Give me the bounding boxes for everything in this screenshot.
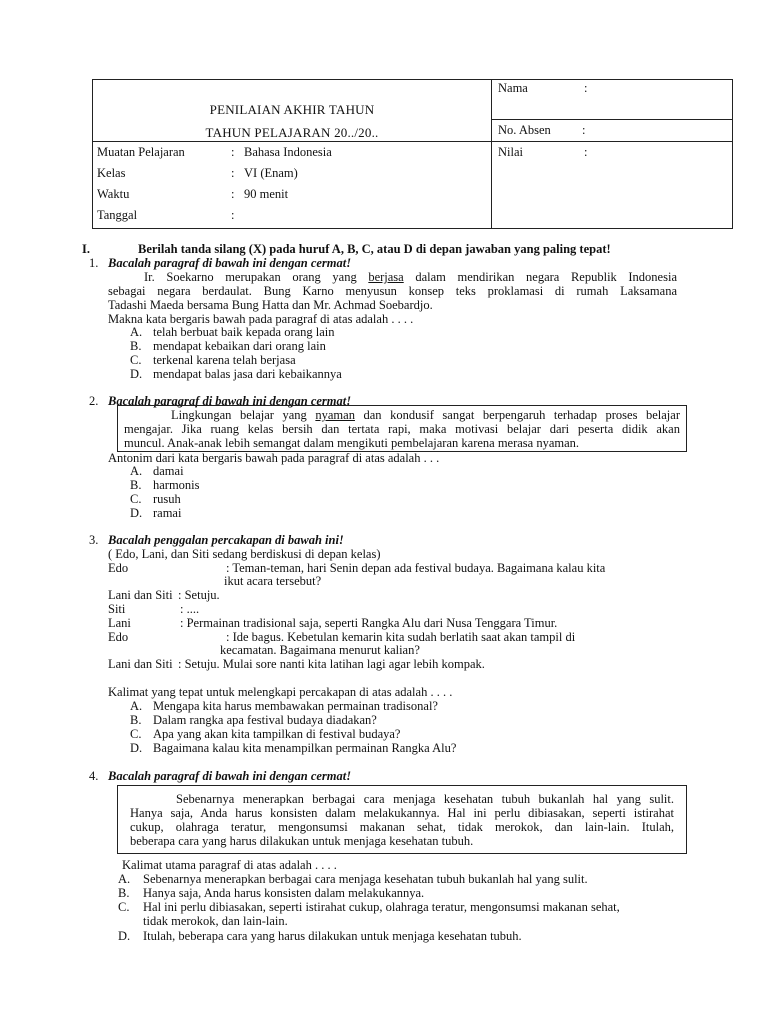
dialog-line: : Setuju. Mulai sore nanti kita latihan lagi agar lebih kompak.: [178, 657, 485, 671]
field-label: Kelas: [97, 166, 126, 180]
dialog-speaker: Lani dan Siti: [108, 657, 173, 671]
exam-title-cell: [93, 80, 492, 142]
q4-option-a[interactable]: A. Sebenarnya menerapkan berbagai cara menjaga kesehatan tubuh bukanlah hal yang sulit.: [118, 872, 588, 886]
q1-option-a[interactable]: A. telah berbuat baik kepada orang lain: [130, 325, 335, 339]
q1-option-b[interactable]: B. mendapat kebaikan dari orang lain: [130, 339, 326, 353]
q1-option-d[interactable]: D. mendapat balas jasa dari kebaikannya: [130, 367, 342, 381]
nama-colon: :: [584, 81, 588, 95]
q3-number: 3.: [89, 533, 99, 547]
exam-header-table: [92, 79, 733, 229]
nilai-label: Nilai: [498, 145, 523, 159]
q2-option-b[interactable]: B. harmonis: [130, 478, 200, 492]
q1-number: 1.: [89, 256, 99, 270]
q2-option-c[interactable]: C. rusuh: [130, 492, 181, 506]
field-colon: :: [231, 145, 235, 159]
q4-paragraph-line3: cukup, olahraga teratur, mengonsumsi makanan sehat, tidak merokok, dan lain-lain. Itulah,: [130, 820, 674, 834]
exam-title-line1: PENILAIAN AKHIR TAHUN: [209, 102, 375, 117]
q4-paragraph-box: [117, 785, 687, 854]
q4-option-c[interactable]: C. Hal ini perlu dibiasakan, seperti istirahat cukup, olahraga teratur, mengonsumsi makanan sehat,: [118, 900, 620, 914]
dialog-line-cont: ikut acara tersebut?: [224, 574, 322, 588]
q1-option-c[interactable]: C. terkenal karena telah berjasa: [130, 353, 296, 367]
q2-paragraph-line1: Lingkungan belajar yang nyaman dan kondusif sangat berpengaruh terhadap proses belajar: [171, 408, 680, 422]
q1-question: Makna kata bergaris bawah pada paragraf di atas adalah . . . .: [108, 312, 414, 326]
q2-question: Antonim dari kata bergaris bawah pada paragraf di atas adalah . . .: [108, 451, 440, 465]
q4-question: Kalimat utama paragraf di atas adalah . . . .: [122, 858, 337, 872]
q2-option-a[interactable]: A. damai: [130, 464, 184, 478]
dialog-line-cont: kecamatan. Bagaimana menurut kalian?: [220, 643, 420, 657]
exam-title-line2: TAHUN PELAJARAN 20../20..: [205, 125, 379, 140]
section-instruction: Berilah tanda silang (X) pada huruf A, B, C, atau D di depan jawaban yang paling tepat!: [138, 242, 611, 256]
dialog-line: : Ide bagus. Kebetulan kemarin kita sudah berlatih saat akan tampil di: [226, 630, 576, 644]
q2-number: 2.: [89, 394, 99, 408]
dialog-speaker: Lani: [108, 616, 131, 630]
q3-option-d[interactable]: D. Bagaimana kalau kita menampilkan permainan Rangka Alu?: [130, 741, 457, 755]
q2-paragraph-line2: mengajar. Jika ruang kelas bersih dan tertata rapi, maka motivasi belajar dari peserta didik akan: [124, 422, 680, 436]
q4-number: 4.: [89, 769, 99, 783]
absen-label: No. Absen: [498, 123, 551, 137]
subject-info-cell: [93, 142, 492, 229]
q1-prompt: Bacalah paragraf di bawah ini dengan cermat!: [108, 256, 352, 270]
dialog-line: : Teman-teman, hari Senin depan ada festival budaya. Bagaimana kalau kita: [226, 561, 606, 575]
field-colon: :: [231, 208, 235, 222]
q3-question: Kalimat yang tepat untuk melengkapi percakapan di atas adalah . . . .: [108, 685, 453, 699]
dialog-speaker: Lani dan Siti: [108, 588, 173, 602]
q1-paragraph-line1: Ir. Soekarno merupakan orang yang berjasa dalam mendirikan negara Republik Indonesia: [144, 270, 677, 284]
field-label: Waktu: [97, 187, 130, 201]
field-value: VI (Enam): [244, 166, 298, 180]
q3-option-b[interactable]: B. Dalam rangka apa festival budaya diadakan?: [130, 713, 377, 727]
field-colon: :: [231, 187, 235, 201]
field-colon: :: [231, 166, 235, 180]
q4-option-b[interactable]: B. Hanya saja, Anda harus konsisten dalam melakukannya.: [118, 886, 425, 900]
dialog-line: : Setuju.: [178, 588, 220, 602]
dialog-line: : Permainan tradisional saja, seperti Rangka Alu dari Nusa Tenggara Timur.: [180, 616, 558, 630]
q2-prompt: Bacalah paragraf di bawah ini dengan cermat!: [108, 394, 352, 408]
q1-underlined-word: berjasa: [368, 270, 404, 284]
q2-paragraph-line3: muncul. Anak-anak lebih semangat dalam mengikuti pembelajaran karena merasa nyaman.: [124, 436, 580, 450]
q2-underlined-word: nyaman: [315, 408, 355, 422]
q2-option-d[interactable]: D. ramai: [130, 506, 182, 520]
q4-option-c-cont: tidak merokok, dan lain-lain.: [143, 914, 288, 928]
q4-paragraph-line1: Sebenarnya menerapkan berbagai cara menjaga kesehatan tubuh bukanlah hal yang sulit.: [176, 792, 674, 806]
dialog-speaker: Edo: [108, 630, 129, 644]
q1-paragraph-line3: Tadashi Maeda bersama Bung Hatta dan Mr. Achmad Soebardjo.: [108, 298, 433, 312]
q4-paragraph-line4: beberapa cara yang harus dilakukan untuk menjaga kesehatan tubuh.: [130, 834, 474, 848]
q3-option-a[interactable]: A. Mengapa kita harus membawakan permainan tradisonal?: [130, 699, 438, 713]
dialog-speaker: Edo: [108, 561, 129, 575]
q3-context: ( Edo, Lani, dan Siti sedang berdiskusi di depan kelas): [108, 547, 381, 561]
q4-option-d[interactable]: D. Itulah, beberapa cara yang harus dilakukan untuk menjaga kesehatan tubuh.: [118, 929, 522, 943]
student-info-cell: [492, 80, 733, 142]
q3-option-c[interactable]: C. Apa yang akan kita tampilkan di festival budaya?: [130, 727, 401, 741]
field-value: Bahasa Indonesia: [244, 145, 332, 159]
field-label: Tanggal: [97, 208, 138, 222]
q1-paragraph-line2: sebagai negara berdaulat. Bung Karno menyusun konsep teks proklamasi di rumah Laksamana: [108, 284, 677, 298]
q3-prompt: Bacalah penggalan percakapan di bawah ini!: [108, 533, 344, 547]
field-label: Muatan Pelajaran: [97, 145, 185, 159]
nama-label: Nama: [498, 81, 528, 95]
dialog-speaker: Siti: [108, 602, 126, 616]
section-number: I.: [82, 242, 90, 256]
q4-paragraph-line2: Hanya saja, Anda harus konsisten dalam melakukannya. Hal ini perlu dibiasakan, seperti istirahat: [130, 806, 674, 820]
q2-paragraph-box: [117, 405, 687, 452]
dialog-line: : ....: [180, 602, 200, 616]
q4-prompt: Bacalah paragraf di bawah ini dengan cermat!: [108, 769, 352, 783]
nilai-colon: :: [584, 145, 588, 159]
field-value: 90 menit: [244, 187, 289, 201]
absen-colon: :: [582, 123, 586, 137]
nilai-cell: [492, 142, 733, 229]
